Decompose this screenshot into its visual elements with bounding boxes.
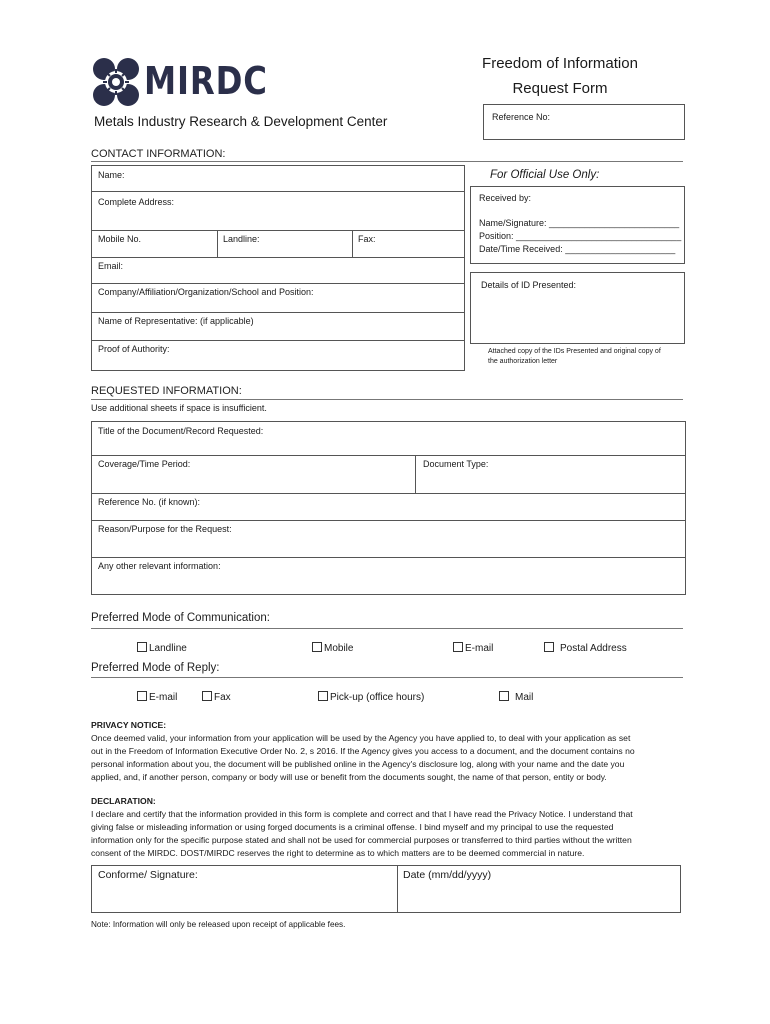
reply-option-fax[interactable] <box>202 691 231 703</box>
name-label: Name: <box>98 170 125 180</box>
other-info-field[interactable] <box>92 557 685 594</box>
comm-landline-label: Landline <box>149 643 187 654</box>
signature-table <box>91 865 681 913</box>
email-label: Email: <box>98 261 124 271</box>
document-title-field[interactable] <box>92 422 685 455</box>
requested-heading: REQUESTED INFORMATION: <box>91 385 242 397</box>
privacy-line-4: applied, and, if another person, company or body will use or benefit from the documents sought, the name of that person, entity or body. <box>91 772 607 782</box>
contact-table <box>91 165 465 371</box>
landline-field[interactable] <box>217 230 352 257</box>
company-label: Company/Affiliation/Organization/School and Position: <box>98 287 314 297</box>
comm-option-landline[interactable] <box>137 642 187 654</box>
address-label: Complete Address: <box>98 197 175 207</box>
proof-of-authority-field[interactable] <box>92 340 464 370</box>
checkbox-icon[interactable] <box>312 642 322 652</box>
reason-purpose-field[interactable] <box>92 520 685 557</box>
communication-heading-rule <box>91 628 683 629</box>
landline-label: Landline: <box>223 234 260 244</box>
contact-heading: CONTACT INFORMATION: <box>91 148 226 160</box>
reply-option-email[interactable] <box>137 691 177 703</box>
reply-email-label: E-mail <box>149 692 178 703</box>
form-title-line1: Freedom of Information <box>482 55 638 72</box>
comm-postal-label: Postal Address <box>560 643 627 654</box>
reference-known-field[interactable] <box>92 493 685 520</box>
conforme-label: Conforme/ Signature: <box>98 869 198 881</box>
position-line: Position: _________________________________ <box>479 231 682 241</box>
contact-heading-rule <box>91 161 683 162</box>
coverage-field[interactable] <box>92 455 415 493</box>
date-field[interactable] <box>397 866 680 912</box>
id-details-label: Details of ID Presented: <box>481 280 577 290</box>
mobile-label: Mobile No. <box>98 234 142 244</box>
fax-field[interactable] <box>352 230 464 257</box>
declaration-line-4: consent of the MIRDC. DOST/MIRDC reserves the right to determine as to which matters are to be deemed commercial in nature. <box>91 848 585 858</box>
reference-known-label: Reference No. (if known): <box>98 497 201 507</box>
declaration-title: DECLARATION: <box>91 796 156 806</box>
comm-option-postal[interactable] <box>544 642 627 654</box>
document-title-label: Title of the Document/Record Requested: <box>98 426 264 436</box>
document-type-field[interactable] <box>415 455 685 493</box>
declaration-line-2: giving false or misleading information or using forged documents is a criminal offense. I bind myself and my principal to use the requested <box>91 822 614 832</box>
logo-emblem-icon <box>92 57 140 107</box>
other-info-label: Any other relevant information: <box>98 561 221 571</box>
comm-mobile-label: Mobile <box>324 643 354 654</box>
privacy-title: PRIVACY NOTICE: <box>91 720 167 730</box>
privacy-line-3: personal information about you, the document will be published online in the Agency's disclosure log, along with your name and the date you <box>91 759 625 769</box>
reply-option-mail[interactable] <box>499 691 533 703</box>
checkbox-icon[interactable] <box>202 691 212 701</box>
requested-heading-rule <box>91 399 683 400</box>
comm-option-mobile[interactable] <box>312 642 353 654</box>
privacy-line-2: out in the Freedom of Information Executive Order No. 2, s 2016. If the Agency gives you access to a document, and the document contains no <box>91 746 635 756</box>
org-name: Metals Industry Research & Development Center <box>94 114 388 129</box>
declaration-line-3: information only for the specific purpose stated and shall not be used for commercial purposes or transferred to third parties without the written <box>91 835 632 845</box>
checkbox-icon[interactable] <box>453 642 463 652</box>
received-by-label: Received by: <box>479 193 532 203</box>
id-details-box <box>470 272 685 344</box>
reply-heading-rule <box>91 677 683 678</box>
name-signature-line: Name/Signature: __________________________ <box>479 218 680 228</box>
name-field[interactable] <box>92 166 464 191</box>
mobile-field[interactable] <box>92 230 217 257</box>
reply-heading: Preferred Mode of Reply: <box>91 662 220 674</box>
fax-label: Fax: <box>358 234 376 244</box>
datetime-received-line: Date/Time Received: ______________________ <box>479 244 676 254</box>
date-label: Date (mm/dd/yyyy) <box>403 869 492 881</box>
document-type-label: Document Type: <box>423 459 489 469</box>
comm-option-email[interactable] <box>453 642 493 654</box>
company-field[interactable] <box>92 283 464 312</box>
requested-table <box>91 421 686 595</box>
email-field[interactable] <box>92 257 464 283</box>
reason-purpose-label: Reason/Purpose for the Request: <box>98 524 232 534</box>
address-field[interactable] <box>92 191 464 230</box>
reply-mail-label: Mail <box>515 692 534 703</box>
representative-label: Name of Representative: (if applicable) <box>98 316 254 326</box>
checkbox-icon[interactable] <box>499 691 509 701</box>
reference-no-box[interactable] <box>483 104 685 140</box>
checkbox-icon[interactable] <box>318 691 328 701</box>
checkbox-icon[interactable] <box>137 642 147 652</box>
official-use-heading: For Official Use Only: <box>490 169 600 181</box>
fees-note: Note: Information will only be released upon receipt of applicable fees. <box>91 920 346 929</box>
comm-email-label: E-mail <box>465 643 494 654</box>
communication-heading: Preferred Mode of Communication: <box>91 612 270 624</box>
received-by-box <box>470 186 685 264</box>
privacy-line-1: Once deemed valid, your information from your application will be used by the Agency you have applied to, to deal with your application as set <box>91 733 631 743</box>
checkbox-icon[interactable] <box>544 642 554 652</box>
additional-sheets-note: Use additional sheets if space is insufficient. <box>91 403 267 413</box>
checkbox-icon[interactable] <box>137 691 147 701</box>
form-title-line2: Request Form <box>512 80 608 97</box>
coverage-label: Coverage/Time Period: <box>98 459 191 469</box>
logo-wordmark: MIRDC <box>144 59 268 103</box>
reply-pickup-label: Pick-up (office hours) <box>330 692 425 703</box>
conforme-signature-field[interactable] <box>92 866 397 912</box>
reply-option-pickup[interactable] <box>318 691 424 703</box>
mirdc-logo <box>92 57 268 109</box>
proof-label: Proof of Authority: <box>98 344 170 354</box>
reply-fax-label: Fax <box>214 692 231 703</box>
declaration-line-1: I declare and certify that the information provided in this form is complete and correct and that I have read the Privacy Notice. I understand that <box>91 809 633 819</box>
reference-no-label: Reference No: <box>492 112 551 122</box>
attached-note-2: the authorization letter <box>488 358 558 365</box>
attached-note-1: Attached copy of the IDs Presented and original copy of <box>488 348 661 355</box>
representative-field[interactable] <box>92 312 464 340</box>
